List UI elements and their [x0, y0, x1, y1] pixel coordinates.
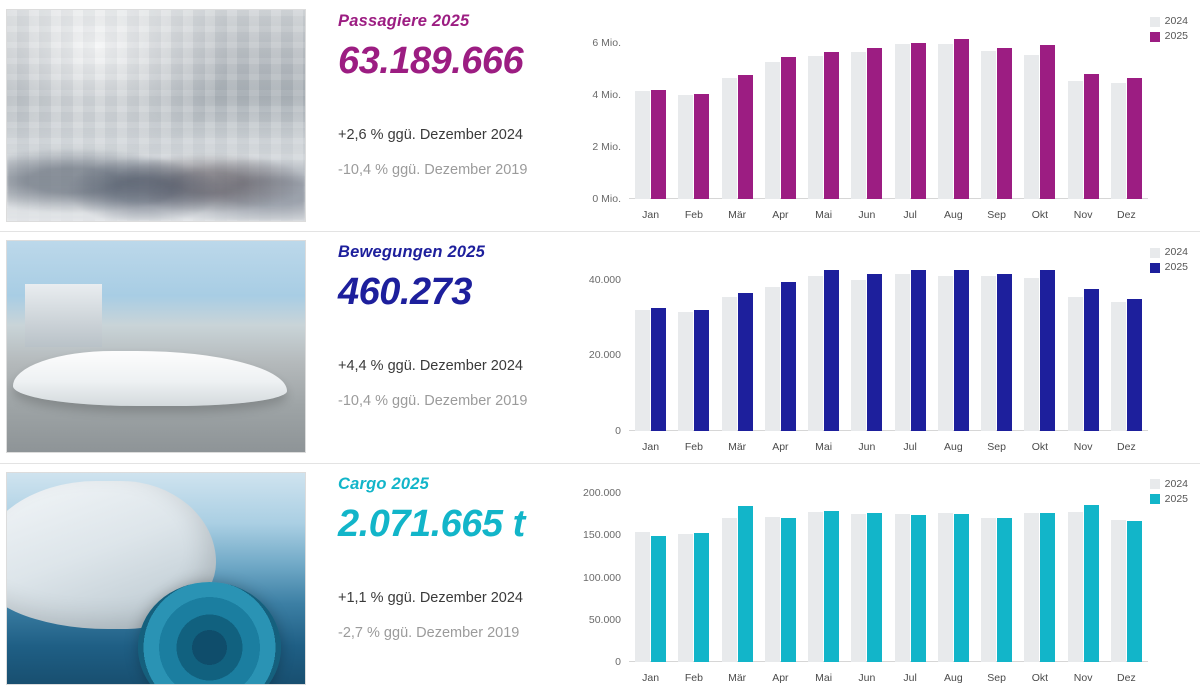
kpi-value: 2.071.665 t [338, 502, 525, 545]
plot-area [571, 463, 1200, 694]
x-tick-label: Jun [858, 440, 876, 453]
bar-2025 [781, 282, 796, 431]
bar-group [1105, 485, 1148, 662]
bar-2025 [1040, 513, 1055, 662]
x-tick-label: Jun [858, 209, 876, 222]
bar-2024 [722, 78, 737, 199]
bar-2025 [867, 274, 882, 431]
y-tick-label: 100.000 [583, 571, 621, 584]
bar-group [1018, 253, 1061, 430]
bar-group [845, 253, 888, 430]
bar-2024 [851, 280, 866, 431]
bar-2024 [1111, 83, 1126, 199]
kpi-title: Passagiere 2025 [338, 12, 470, 30]
x-tick-label: Nov [1073, 671, 1093, 684]
bar-2024 [808, 512, 823, 662]
x-tick-label: Dez [1117, 440, 1136, 453]
bar-2024 [981, 51, 996, 200]
x-tick-label: Nov [1073, 209, 1093, 222]
bar-group [716, 22, 759, 199]
bar-2024 [635, 310, 650, 431]
bar-group [802, 253, 845, 430]
y-tick-label: 6 Mio. [592, 36, 621, 49]
x-tick-label: Aug [944, 440, 963, 453]
bar-group [672, 253, 715, 430]
bar-group [932, 22, 975, 199]
x-tick-label: Sep [987, 671, 1006, 684]
bar-2024 [938, 276, 953, 431]
bar-2024 [635, 91, 650, 199]
kpi-value: 460.273 [338, 271, 472, 314]
x-tick-label: Sep [987, 209, 1006, 222]
bar-2025 [1127, 521, 1142, 662]
bar-group [1062, 253, 1105, 430]
legend-label-2025: 2025 [1164, 30, 1188, 42]
x-tick-label: Apr [772, 671, 789, 684]
x-tick-label: Mär [728, 440, 747, 453]
bar-2024 [765, 62, 780, 199]
kpi-comparison-previous-year: +1,1 % ggü. Dezember 2024 [338, 589, 523, 606]
bar-2024 [851, 52, 866, 199]
y-tick-label: 50.000 [588, 613, 621, 626]
bar-group [1018, 22, 1061, 199]
y-tick-label: 40.000 [588, 273, 621, 286]
bar-2024 [938, 44, 953, 199]
bars-1 [629, 253, 1148, 430]
bar-group [716, 485, 759, 662]
bar-2025 [738, 506, 753, 662]
bar-2025 [651, 90, 666, 200]
bar-2025 [954, 39, 969, 199]
y-tick-label: 150.000 [583, 529, 621, 542]
x-tick-label: Jan [642, 209, 660, 222]
apron-aircraft-photo [6, 240, 306, 453]
x-axis-labels-0 [629, 209, 1148, 221]
bar-2025 [694, 533, 709, 662]
bar-group [975, 253, 1018, 430]
bar-group [629, 22, 672, 199]
bar-2024 [1111, 520, 1126, 662]
x-tick-label: Feb [684, 671, 703, 684]
x-tick-label: Apr [772, 440, 789, 453]
bar-group [1062, 22, 1105, 199]
kpi-comparison-previous-year: +4,4 % ggü. Dezember 2024 [338, 358, 523, 375]
y-tick-label: 4 Mio. [592, 89, 621, 102]
kpi-title: Cargo 2025 [338, 474, 429, 493]
x-axis-labels-1 [629, 441, 1148, 453]
bar-group [932, 485, 975, 662]
bar-2025 [1084, 74, 1099, 199]
y-tick-label: 200.000 [583, 487, 621, 500]
bar-group [889, 253, 932, 430]
kpi-comparison-2019: -10,4 % ggü. Dezember 2019 [338, 162, 528, 178]
bar-2024 [765, 287, 780, 430]
bar-group [1105, 253, 1148, 430]
grid-area-0 [592, 22, 1148, 206]
bar-2025 [1127, 78, 1142, 199]
bar-2025 [738, 293, 753, 431]
kpi-movements [306, 231, 571, 462]
panel-passengers [0, 0, 1200, 231]
cargo-loading-photo [6, 472, 306, 685]
y-tick-label: 0 [615, 655, 621, 668]
legend-label-2025: 2025 [1164, 261, 1188, 274]
bar-group [759, 22, 802, 199]
bar-group [802, 22, 845, 199]
bar-group [672, 22, 715, 199]
x-tick-label: Aug [944, 209, 963, 222]
x-tick-label: Sep [987, 440, 1006, 453]
legend-label-2024: 2024 [1164, 246, 1188, 259]
bar-2025 [1084, 289, 1099, 430]
terminal-photo [6, 9, 306, 222]
bar-2024 [1111, 302, 1126, 430]
bar-2025 [781, 57, 796, 199]
x-tick-label: Jul [903, 440, 917, 453]
bar-2025 [1127, 299, 1142, 431]
bar-group [1062, 485, 1105, 662]
chart-movements [571, 231, 1200, 462]
x-tick-label: Jan [642, 671, 660, 684]
bar-group [845, 485, 888, 662]
bar-group [889, 22, 932, 199]
x-tick-label: Mär [728, 209, 747, 222]
bar-2024 [1024, 278, 1039, 431]
bar-2025 [1084, 505, 1099, 662]
bar-2025 [651, 308, 666, 431]
bar-group [1018, 485, 1061, 662]
bar-2025 [867, 513, 882, 662]
bar-group [672, 485, 715, 662]
bar-group [759, 253, 802, 430]
legend-label-2024: 2024 [1164, 477, 1188, 490]
x-axis-labels-2 [629, 672, 1148, 684]
x-tick-label: Mai [815, 671, 833, 684]
bar-2024 [722, 518, 737, 662]
bar-2024 [851, 514, 866, 662]
bar-2024 [678, 312, 693, 431]
kpi-title: Bewegungen 2025 [338, 243, 485, 262]
x-tick-label: Feb [684, 209, 703, 222]
x-tick-label: Dez [1117, 671, 1136, 684]
bar-2024 [1068, 297, 1083, 431]
panel-movements [0, 231, 1200, 462]
bar-2024 [981, 276, 996, 431]
chart-cargo [571, 463, 1200, 694]
bar-2024 [808, 56, 823, 199]
bar-2025 [997, 274, 1012, 431]
kpi-comparison-2019: -2,7 % ggü. Dezember 2019 [338, 624, 520, 641]
bar-group [629, 253, 672, 430]
bar-2025 [781, 518, 796, 662]
legend-label-2024: 2024 [1164, 15, 1188, 27]
bar-2024 [722, 297, 737, 431]
bar-2024 [678, 95, 693, 199]
bar-2025 [911, 515, 926, 662]
x-tick-label: Nov [1073, 440, 1093, 453]
bar-2025 [954, 514, 969, 662]
kpi-cargo [306, 463, 571, 694]
bar-2025 [1040, 270, 1055, 430]
bar-group [629, 485, 672, 662]
chart-passengers [571, 0, 1200, 231]
bar-2024 [895, 274, 910, 431]
panel-cargo [0, 463, 1200, 694]
bar-2024 [938, 513, 953, 662]
x-tick-label: Okt [1031, 440, 1049, 453]
plot-area [571, 0, 1200, 231]
kpi-passengers [306, 0, 571, 231]
y-tick-label: 20.000 [588, 349, 621, 362]
bar-2025 [911, 270, 926, 430]
bar-group [932, 253, 975, 430]
bar-2024 [895, 514, 910, 662]
y-tick-label: 2 Mio. [592, 141, 621, 154]
x-tick-label: Jul [903, 209, 917, 222]
x-tick-label: Mai [815, 440, 833, 453]
bar-2025 [911, 43, 926, 199]
bar-group [889, 485, 932, 662]
x-tick-label: Dez [1117, 209, 1136, 222]
bar-group [1105, 22, 1148, 199]
bar-group [759, 485, 802, 662]
plot-area [571, 231, 1200, 462]
bar-group [802, 485, 845, 662]
kpi-comparison-2019: -10,4 % ggü. Dezember 2019 [338, 393, 528, 410]
x-tick-label: Jan [642, 440, 660, 453]
kpi-comparison-previous-year: +2,6 % ggü. Dezember 2024 [338, 127, 523, 143]
x-tick-label: Apr [772, 209, 789, 222]
x-tick-label: Okt [1031, 671, 1049, 684]
bar-2025 [997, 48, 1012, 199]
x-tick-label: Mär [728, 671, 747, 684]
grid-area-2 [583, 485, 1148, 668]
bar-2024 [895, 44, 910, 199]
x-tick-label: Feb [684, 440, 703, 453]
bar-2025 [954, 270, 969, 430]
bar-2024 [635, 532, 650, 662]
bar-2025 [694, 310, 709, 431]
bar-group [845, 22, 888, 199]
bar-2024 [1068, 81, 1083, 200]
bar-group [975, 22, 1018, 199]
x-tick-label: Aug [944, 671, 963, 684]
x-tick-label: Okt [1031, 209, 1049, 222]
bar-2025 [1040, 45, 1055, 199]
bars-0 [629, 22, 1148, 199]
bar-2025 [738, 75, 753, 199]
grid-area-1 [588, 253, 1148, 437]
kpi-value: 63.189.666 [338, 40, 524, 82]
bar-2024 [1024, 55, 1039, 200]
bar-2024 [678, 534, 693, 662]
legend-label-2025: 2025 [1164, 492, 1188, 505]
x-tick-label: Mai [815, 209, 833, 222]
bar-group [975, 485, 1018, 662]
bar-2024 [1024, 513, 1039, 662]
bar-2024 [1068, 512, 1083, 662]
bar-group [716, 253, 759, 430]
bar-2025 [824, 52, 839, 199]
bar-2024 [765, 517, 780, 662]
bar-2025 [867, 48, 882, 199]
bar-2024 [808, 276, 823, 431]
bar-2025 [824, 270, 839, 430]
bar-2025 [997, 518, 1012, 662]
bar-2025 [824, 511, 839, 662]
y-tick-label: 0 [615, 424, 621, 437]
y-tick-label: 0 Mio. [592, 193, 621, 206]
bar-2024 [981, 518, 996, 662]
bar-2025 [694, 94, 709, 200]
bars-2 [629, 485, 1148, 662]
bar-2025 [651, 536, 666, 662]
x-tick-label: Jun [858, 671, 876, 684]
x-tick-label: Jul [903, 671, 917, 684]
